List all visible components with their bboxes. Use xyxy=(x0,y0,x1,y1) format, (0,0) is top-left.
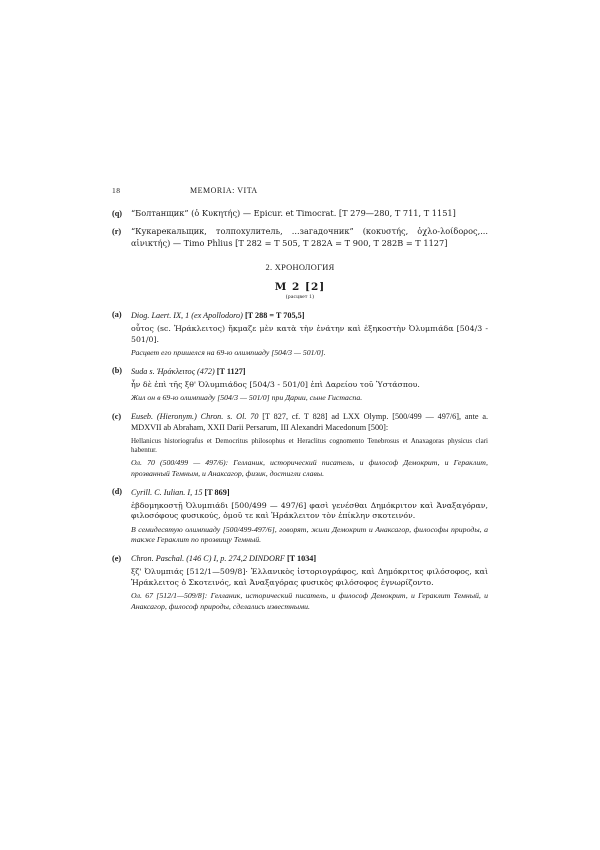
entry-refs: [T 827, cf. T 828] ad LXX Olymp. [500/499 — 497/6], ante a. MDXVII ab Abraham, XXII Darii Persarum, III Alexandri Macedonum [500]: xyxy=(131,412,488,433)
entry-marker: (a) xyxy=(112,310,122,320)
entry-quote: οὗτος (sc. Ἡράκλειτος) ἤκμαζε μὲν κατὰ τὴν ἐνάτην καὶ ἑξηκοστὴν Ὀλυμπιάδα [504/3 - 501/0]. xyxy=(131,324,488,344)
entry-text: “Болтанщик” (ὁ Κυκητής) — Epicur. et Timocrat. [T 279—280, T 711, T 1151] xyxy=(131,208,456,218)
entry-marker: (q) xyxy=(112,208,123,218)
entry-latin: Hellanicus historiografus et Democritus philosophus et Heraclitus cognomento Tenebrosus et Anaxagoras physicus clari habentur. xyxy=(131,436,488,455)
entry-translation: В семидесятую олимпиаду [500/499-497/6], говорят, жили Демокрит и Анаксагор, философы природы, а также Гераклит по прозвищу Темный. xyxy=(131,524,488,545)
entry-marker: (e) xyxy=(112,553,122,563)
entry-translation: Ол. 67 [512/1—509/8]: Гелланик, исторический писатель, и философ Демокрит, и Гераклит Темный, и Анаксагор, философ природы, сделались известными. xyxy=(131,591,488,611)
running-title: MEMORIA: VITA xyxy=(190,186,258,195)
entry-translation: Ол. 70 (500/499 — 497/6): Гелланик, исторический писатель, и философ Демокрит, и Гераклит, прозванный Темным, и Анаксагор, физик, достигли славы. xyxy=(131,458,488,479)
work-title: M 2 [2] xyxy=(274,280,326,293)
entry-marker: (d) xyxy=(112,487,123,497)
entry-source: Suda s. Ἡράκλειτος (472) xyxy=(131,366,215,376)
entry-source: Chron. Paschal. (146 C) I, p. 274,2 DINDORF xyxy=(131,554,285,563)
list-item xyxy=(112,553,488,612)
entry-source: Diog. Laert. IX, 1 (ex Apollodoro) xyxy=(131,310,243,320)
entry-quote: ἦν δὲ ἐπὶ τῆς ξθ' Ὀλυμπιάδος [504/3 - 501/0] ἐπὶ Δαρείου τοῦ Ὑστάσπου. xyxy=(131,380,420,390)
page-number: 18 xyxy=(112,186,121,195)
entry-marker: (b) xyxy=(112,366,123,376)
entry-translation: Расцвет его пришелся на 69-ю олимпиаду [504/3 — 501/0]. xyxy=(131,348,326,358)
entry-refs: [T 869] xyxy=(204,487,230,497)
list-item xyxy=(112,226,488,249)
work-subtitle: (расцвет 1) xyxy=(285,293,315,300)
entry-marker: (c) xyxy=(112,411,122,421)
entry-refs: [T 1127] xyxy=(216,366,246,376)
page-header xyxy=(112,186,488,195)
entry-quote: ἑβδομηκοστῇ Ὀλυμπιάδι [500/499 — 497/6] φασὶ γενέσθαι Δημόκριτον καὶ Ἀναξαγόραν, φιλοσόφους φυσικούς, ὁμοῦ τε καὶ Ἡράκλειτον τὸν ἐπίκλην σκοτεινόν. xyxy=(131,500,488,521)
entry-translation: Жил он в 69-ю олимпиаду [504/3 — 501/0] при Дарии, сыне Гистаспа. xyxy=(131,393,363,403)
list-item xyxy=(112,310,488,359)
entry-source: Cyrill. C. Iulian. I, 15 xyxy=(131,487,203,497)
entry-marker: (r) xyxy=(112,226,122,236)
entry-quote: ξζ' Ὀλυμπιάς [512/1—509/8]· Ἑλλανικὸς ἱστοριογράφος, καὶ Δημόκριτος φιλόσοφος, καὶ Ἡράκλειτος ὁ Σκοτεινός, καὶ Ἀναξαγόρας φυσικὸς φιλόσοφος ἐγνωρίζοντο. xyxy=(131,567,488,587)
list-item xyxy=(112,208,488,219)
entry-refs: [T 1034] xyxy=(286,554,317,563)
list-item xyxy=(112,366,488,404)
list-item xyxy=(112,487,488,546)
entry-source: Euseb. (Hieronym.) Chron. s. Ol. 70 xyxy=(131,412,259,422)
entry-text: “Кукарекальщик, толпохулитель, ...загадочник” (κοκυστής, ὀχλο-λοίδορος,... αἰνικτής) — Timo Phlius [T 282 = T 505, T 282A = T 900, T 282B = T 1127] xyxy=(131,226,488,248)
section-heading: 2. ХРОНОЛОГИЯ xyxy=(265,262,335,272)
entry-refs: [T 288 = T 705,5] xyxy=(244,310,305,320)
list-item xyxy=(112,411,488,480)
